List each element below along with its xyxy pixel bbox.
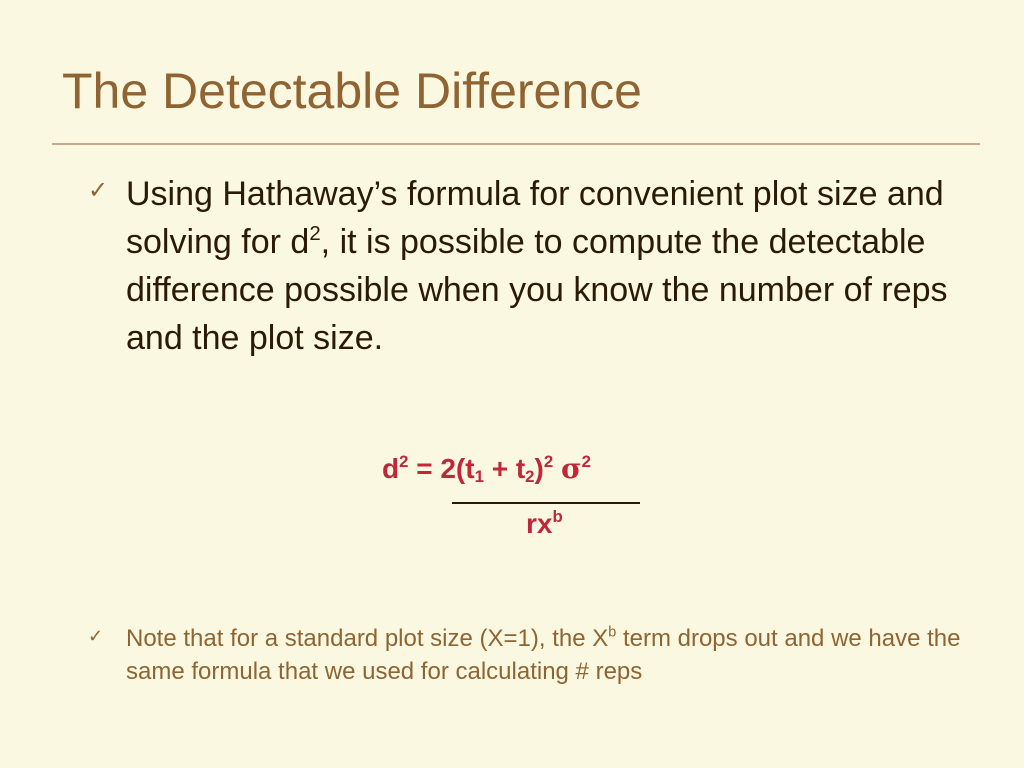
subscript: 2 [525,467,535,487]
superscript: 2 [309,222,321,245]
bullet-text-part: , it is possible to compute the detectable difference possible when you know the number of reps and the plot size. [126,223,948,357]
formula-part: ) [534,453,544,484]
sigma-symbol: σ [560,452,582,485]
bullet-text-part: Using Hathaway’s formula for convenient plot size and solving for d [126,175,944,261]
superscript: 2 [399,452,409,472]
bullet-standard-plot-note [88,622,988,688]
bullet-text-part: Note that for a standard plot size (X=1), the X [126,625,609,652]
bullet-text-part: term drops out and we have the same formula that we used for calculating # reps [126,625,961,685]
formula-denominator [526,508,563,540]
superscript: 2 [581,452,591,472]
checkmark-icon: ✓ [88,177,109,204]
formula-part: + t [483,453,526,484]
formula-part: = 2(t [408,453,475,484]
superscript: b [552,507,563,527]
slide-title: The Detectable Difference [62,63,642,119]
title-divider [52,143,980,145]
fraction-bar [452,502,640,504]
formula-part: rx [526,508,553,539]
bullet-text [126,622,988,688]
checkmark-icon: ✓ [88,626,104,646]
superscript: b [608,624,617,641]
bullet-hathaway-formula [88,170,948,362]
subscript: 1 [474,467,484,487]
formula-numerator [382,452,591,485]
bullet-text [126,170,948,362]
formula-lhs: d [382,453,400,484]
superscript: 2 [543,452,554,472]
